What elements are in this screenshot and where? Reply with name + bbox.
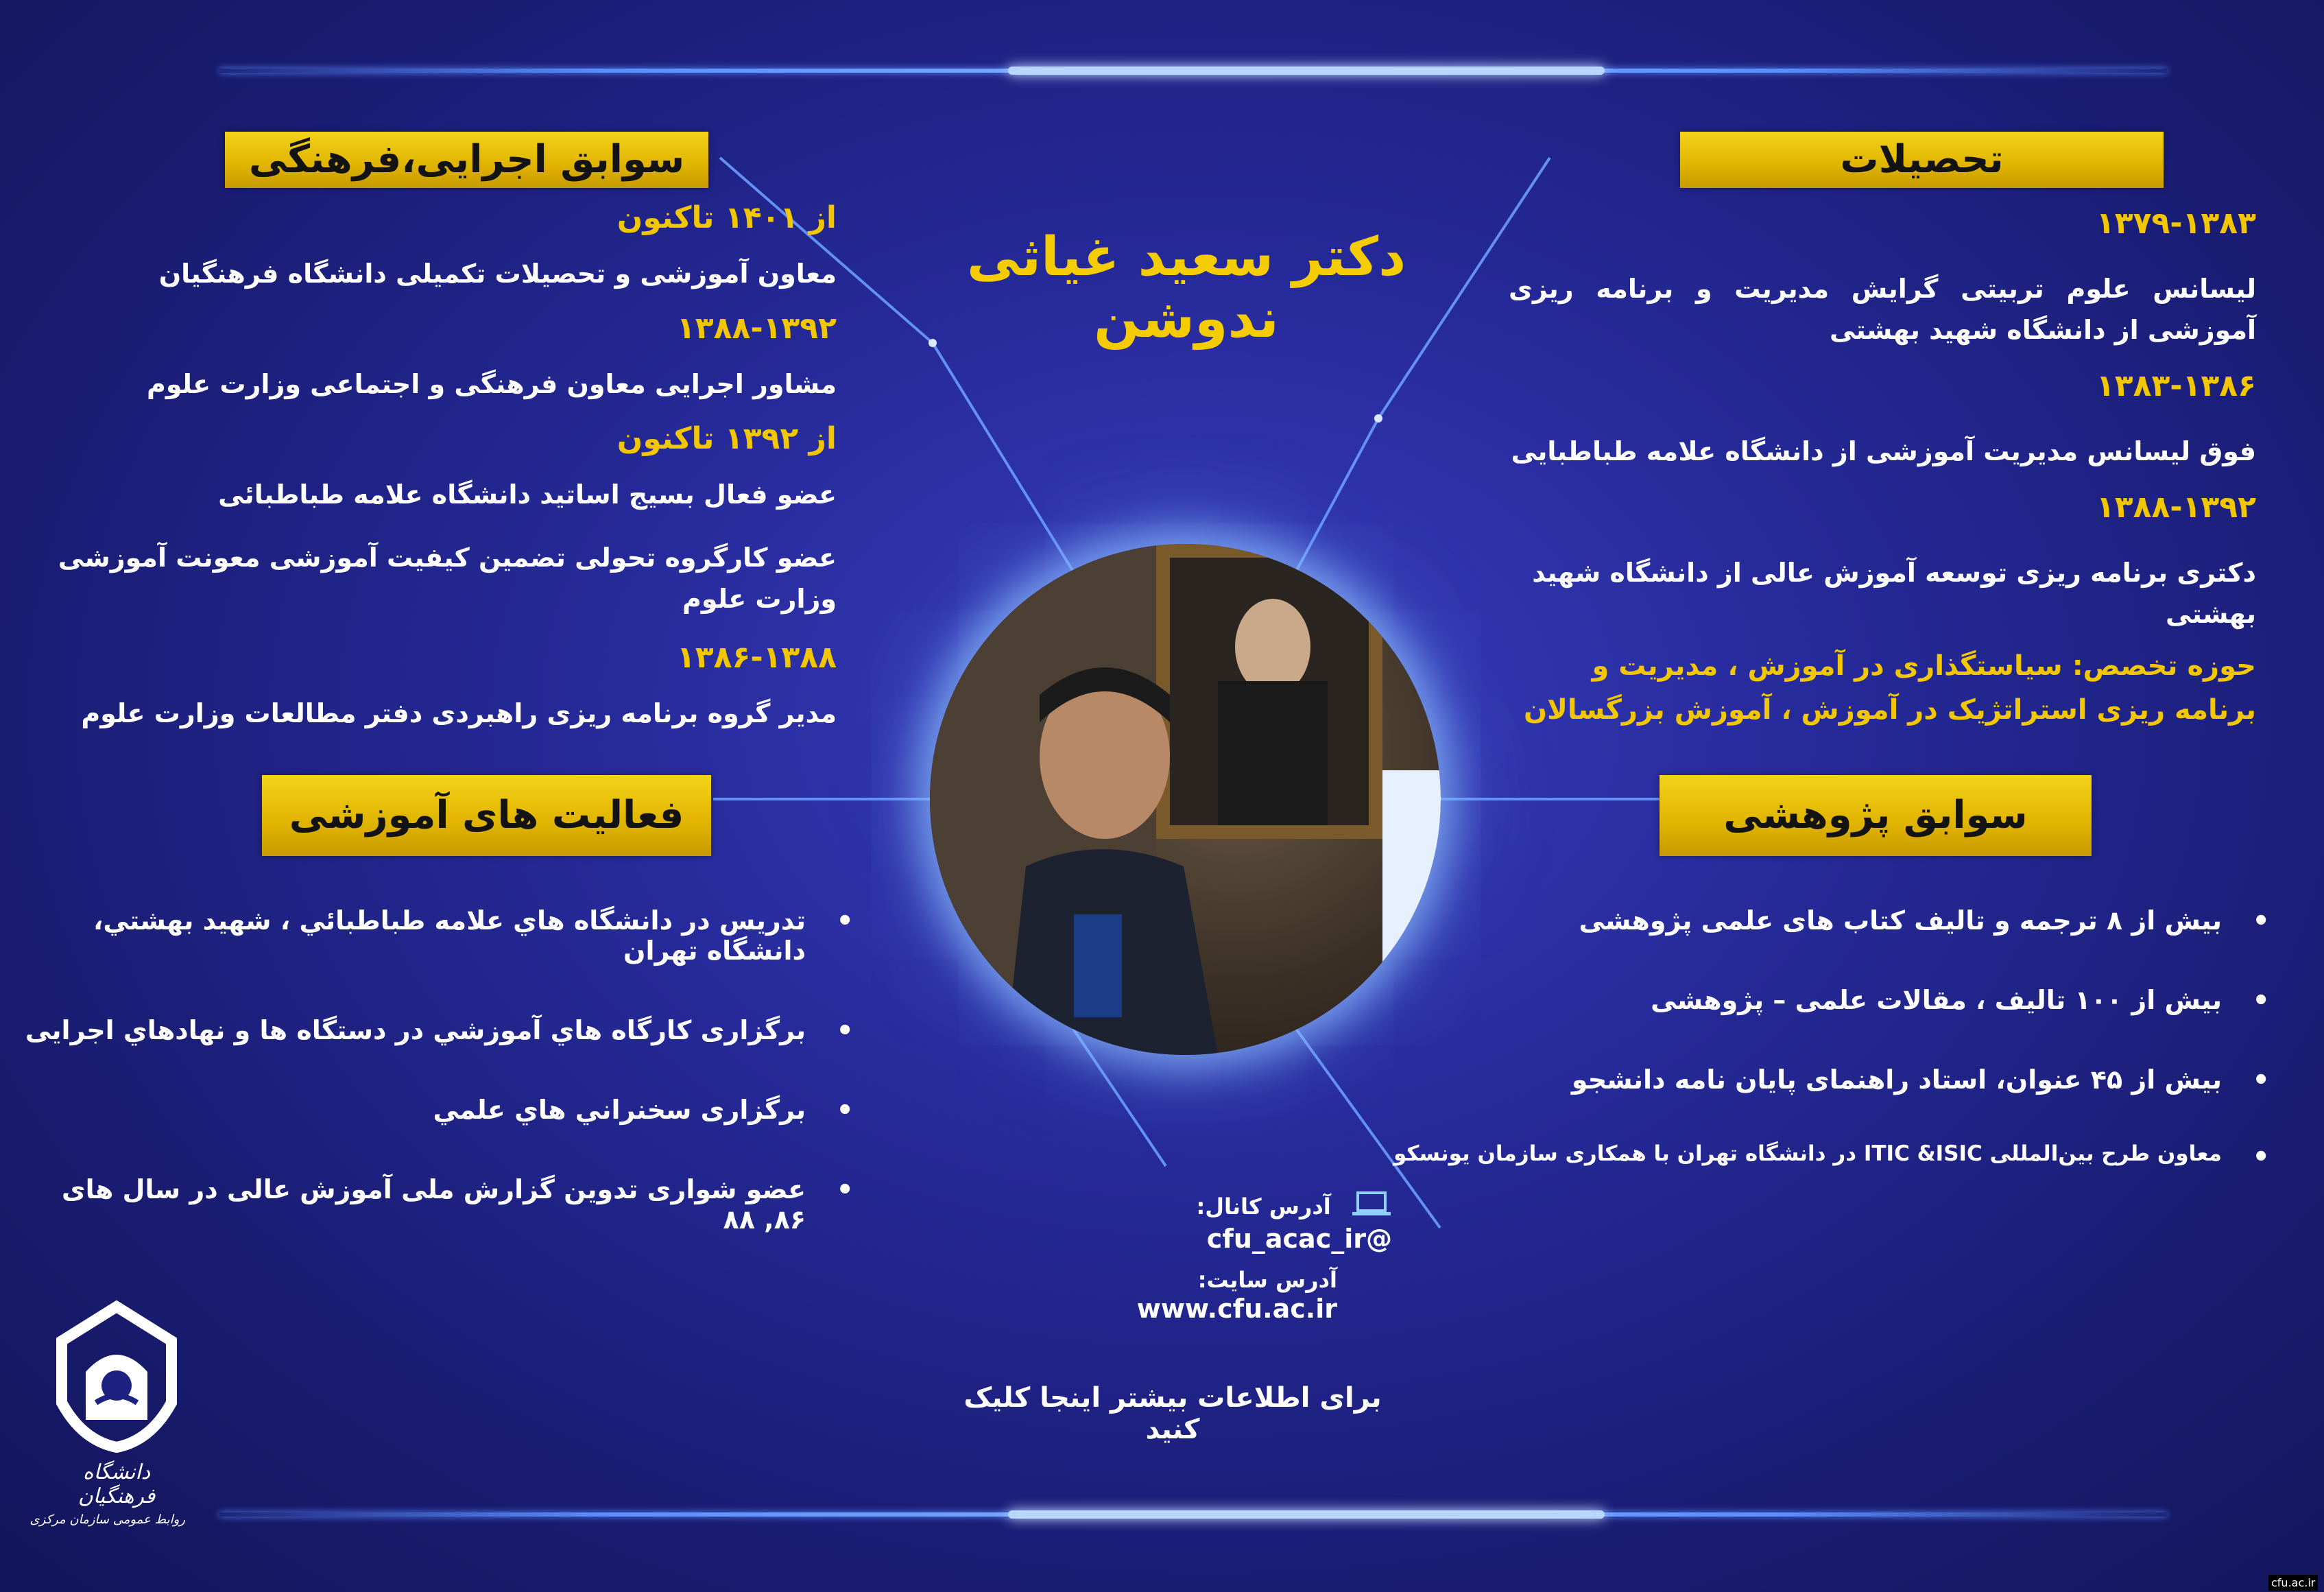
- research-banner: سوابق پژوهشی: [1660, 775, 2092, 856]
- research-item: • بیش از ۴۵ عنوان، استاد راهنمای پایان نامه دانشجو: [1371, 1065, 2270, 1095]
- teaching-banner: فعالیت های آموزشی: [262, 775, 711, 856]
- site-label: آدرس سایت:: [1197, 1267, 1337, 1293]
- specialty-text: سیاستگذاری در آموزش ، مدیریت و برنامه ریزی استراتژیک در آموزش ، آموزش بزرگسالان: [1523, 650, 2256, 726]
- education-section: [1509, 206, 2256, 732]
- education-years: ۱۳۷۹-۱۳۸۳: [2096, 206, 2256, 241]
- executive-role: عضو کارگروه تحولی تضمین کیفیت آموزشی معونت آموزشی وزارت علوم: [58, 543, 837, 614]
- teaching-item: • برگزاری سخنراني هاي علمي: [14, 1095, 854, 1125]
- executive-section: [41, 200, 837, 734]
- research-item: • بیش از ۸ ترجمه و تالیف کتاب های علمی پژوهشی: [1371, 905, 2270, 936]
- university-logo: [29, 1300, 185, 1527]
- teaching-item: • برگزاری کارگاه هاي آموزشي در دستگاه ها و نهادهاي اجرایی: [14, 1015, 854, 1045]
- person-name: دکتر سعید غیاثی ندوشن: [966, 226, 1406, 350]
- executive-role: عضو فعال بسیج اساتید دانشگاه علامه طباطبائی: [218, 479, 837, 510]
- executive-years: از ۱۴۰۱ تاکنون: [616, 200, 837, 235]
- site-value[interactable]: www.cfu.ac.ir: [1136, 1294, 1337, 1324]
- logo-org-name: دانشگاه فرهنگیان: [77, 1460, 156, 1508]
- channel-label: آدرس کانال:: [1196, 1193, 1331, 1220]
- teaching-list: [14, 905, 854, 1235]
- site-row[interactable]: [1008, 1263, 1337, 1324]
- education-degree: دکتری برنامه ریزی توسعه آموزش عالی از دانشگاه شهید بهشتی: [1532, 558, 2256, 629]
- specialty-label: حوزه تخصص:: [2072, 650, 2256, 682]
- education-years: ۱۳۸۸-۱۳۹۲: [2096, 490, 2256, 525]
- teaching-item: • عضو شوارى تدوين گزارش ملى آموزش عالى در سال هاى ۸۶, ۸۸: [14, 1174, 854, 1235]
- logo-dept-name: روابط عمومی سازمان مرکزی: [29, 1512, 185, 1527]
- executive-role: معاون آموزشی و تحصیلات تکمیلی دانشگاه فرهنگیان: [158, 259, 837, 289]
- executive-banner: سوابق اجرایی،فرهنگی: [225, 132, 708, 188]
- portrait-photo: [930, 544, 1441, 1055]
- logo-emblem-icon: [48, 1300, 185, 1464]
- research-item: • معاون طرح بین‌المللی ITIC &ISIC در دانشگاه تهران با همکاری سازمان یونسکو: [1371, 1141, 2270, 1166]
- portrait-illustration: [930, 544, 1441, 1055]
- executive-role: مدیر گروه برنامه ریزی راهبردی دفتر مطالعات وزارت علوم: [81, 698, 837, 728]
- specialty: [1509, 644, 2256, 732]
- executive-role: مشاور اجرایی معاون فرهنگی و اجتماعی وزارت علوم: [147, 369, 837, 399]
- laptop-icon: [1351, 1190, 1392, 1224]
- executive-years: از ۱۳۹۲ تاکنون: [616, 421, 837, 456]
- channel-value[interactable]: @cfu_acac_ir: [1206, 1224, 1392, 1254]
- education-banner: تحصیلات: [1680, 132, 2164, 188]
- research-list: [1371, 905, 2270, 1166]
- education-years: ۱۳۸۳-۱۳۸۶: [2096, 368, 2256, 403]
- watermark: cfu.ac.ir: [2268, 1575, 2318, 1591]
- research-item: • بیش از ۱۰۰ تالیف ، مقالات علمی – پژوهشی: [1371, 985, 2270, 1015]
- education-degree: لیسانس علوم تربیتی گرایش مدیریت و برنامه ریزی آموزشی از دانشگاه شهید بهشتی: [1509, 274, 2256, 345]
- channel-row[interactable]: [1008, 1190, 1392, 1254]
- education-degree: فوق لیسانس مدیریت آموزشی از دانشگاه علامه طباطبایی: [1511, 436, 2256, 466]
- executive-years: ۱۳۸۶-۱۳۸۸: [676, 640, 837, 675]
- more-info-link[interactable]: برای اطلاعات بیشتر اینجا کلیک کنید: [963, 1382, 1382, 1445]
- teaching-item: • تدریس در دانشگاه هاي علامه طباطبائي ، شهید بهشتي، دانشگاه تهران: [14, 905, 854, 966]
- executive-years: ۱۳۸۸-۱۳۹۲: [676, 311, 837, 346]
